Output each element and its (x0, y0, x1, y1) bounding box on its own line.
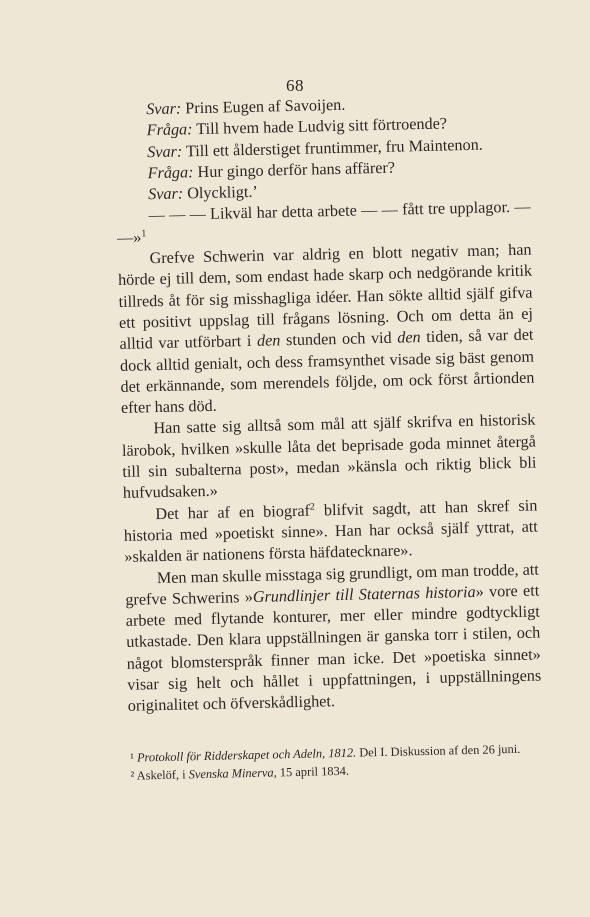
emphasis-text: den (256, 331, 281, 351)
text-run: 15 april 1834. (276, 763, 350, 779)
paragraph (125, 559, 542, 717)
emphasis-text: Protokoll för Ridderskapet och Adeln, 1812. (136, 745, 357, 765)
footnote-marker: 2 (309, 501, 315, 513)
main-text (114, 91, 542, 718)
text-run: Prins Eugen af Savoijen. (181, 95, 346, 118)
emphasis-text: Svenska Minerva, (188, 765, 277, 781)
paragraph (117, 240, 535, 420)
text-run: Olyckligt.’ (183, 182, 259, 203)
text-run: Men man skulle misstaga sig grundligt, om man trodde, att grefve Schwerins » (125, 560, 539, 609)
footnote-marker: 1 (141, 228, 147, 240)
text-run: Grefve Schwerin var aldrig en blott negativ man; han hörde ej till dem, som endast hade skarp och nedgörande kritik tillreds åt för sig misshagliga idéer. Han sökte alltid själf gifva ett positivt uppslag till frågans lösning. Och om detta än ej alltid var utförbart i (117, 240, 534, 354)
text-run: blifvit sagdt, att han skref sin historia med »poetiskt sinne». Han har också själf yttrat, att »skalden är nationens första häfdatecknare». (123, 496, 538, 567)
speaker-label: Svar: (146, 142, 183, 161)
text-run: stunden och vid (280, 328, 398, 350)
text-run: Det har af en biograf (155, 501, 311, 523)
text-run: Han satte sig alltså som mål att själf skrifva en historisk lärobok, hvilken »skulle låta det beprisade goda minnet återgå till sin subalterna post», medan »känsla och riktig blick bli hufvudsaken.» (121, 410, 537, 503)
speaker-label: Fråga: (146, 120, 193, 140)
text-run: Hur gingo derför hans affärer? (193, 158, 396, 182)
text-run: ¹ (130, 750, 138, 765)
text-run: ² Askelöf, i (130, 766, 189, 783)
text-run: Till hvem hade Ludvig sitt förtroende? (192, 114, 448, 139)
footnotes (118, 741, 531, 786)
text-run: tiden, så var det dock alltid genialt, och dess framsynthet visade sig bäst genom det erkännande, som merendels följde, om ock först årtionden efter hans död. (119, 325, 535, 418)
paragraph (123, 495, 538, 568)
text-run: » vore ett arbete med flytande konturer, mer eller mindre godtyckligt utkastade. Den klara uppställningen är ganska torr i stilen, och något blomsterspråk finner man icke. Det »poetiska sinnet» visar sig helt och hållet i uppfattningen, i uppställningens originalitet och öfverskådlighet. (125, 581, 542, 716)
speaker-label: Fråga: (147, 163, 194, 183)
emphasis-text: den (397, 328, 421, 347)
text-run: Del I. Diskussion af den 26 juni. (355, 741, 521, 760)
speaker-label: Svar: (146, 99, 182, 119)
speaker-label: Svar: (147, 184, 184, 204)
text-run: Till ett ålderstiget fruntimmer, fru Maintenon. (182, 135, 483, 161)
emphasis-text: Grundlinjer till Staternas historia (252, 582, 476, 606)
paragraph (121, 410, 537, 505)
page-number: 68 (286, 76, 304, 95)
text-run: — — — Likväl har detta arbete — — fått tre upplagor. — —» (116, 198, 531, 247)
